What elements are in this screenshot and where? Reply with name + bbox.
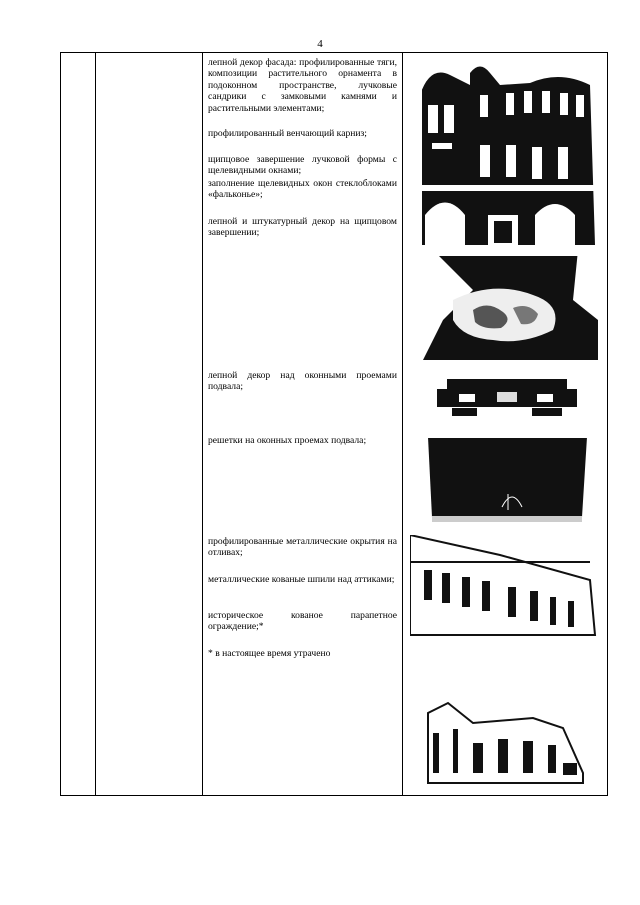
paragraph-basement-grilles: решетки на оконных проемах подвала; xyxy=(208,435,367,446)
table-top-border xyxy=(60,52,608,53)
paragraph-basement-decor: лепной декор над оконными проемами подвала; xyxy=(208,370,397,393)
table-column-border xyxy=(60,52,61,796)
basement-decor-photo xyxy=(437,374,577,419)
table-bottom-border xyxy=(60,795,608,796)
table-column-border xyxy=(402,52,403,796)
gable-decor-photo xyxy=(413,250,598,360)
basement-grille-photo xyxy=(422,432,592,527)
facade-photo xyxy=(410,55,600,245)
street-facade-photo xyxy=(410,535,600,640)
paragraph-facade-decor: лепной декор фасада: профилированные тяги, композиции растительного орнамента в подоконном пространстве, лучковые сандрики с замковыми камнями и растительными элементами; xyxy=(208,57,397,114)
paragraph-gable-decor: лепной и штукатурный декор на щипцовом завершении; xyxy=(208,216,397,239)
paragraph-cornice: профилированный венчающий карниз; xyxy=(208,128,367,139)
paragraph-spires: металлические кованые шпили над аттиками; xyxy=(208,574,395,585)
paragraph-gable: щипцовое завершение лучковой формы с щелевидными окнами; xyxy=(208,154,397,177)
paragraph-parapet: историческое кованое парапетное ограждение;* xyxy=(208,610,397,633)
footnote-lost: * в настоящее время утрачено xyxy=(208,648,331,659)
table-column-border xyxy=(607,52,608,796)
paragraph-metal-covers: профилированные металлические окрытия на отливах; xyxy=(208,536,397,559)
table-column-border xyxy=(202,52,203,796)
table-column-border xyxy=(95,52,96,796)
paragraph-glass-blocks: заполнение щелевидных окон стеклоблоками «фальконье»; xyxy=(208,178,397,201)
parapet-photo xyxy=(413,693,598,788)
page-number: 4 xyxy=(317,38,323,50)
